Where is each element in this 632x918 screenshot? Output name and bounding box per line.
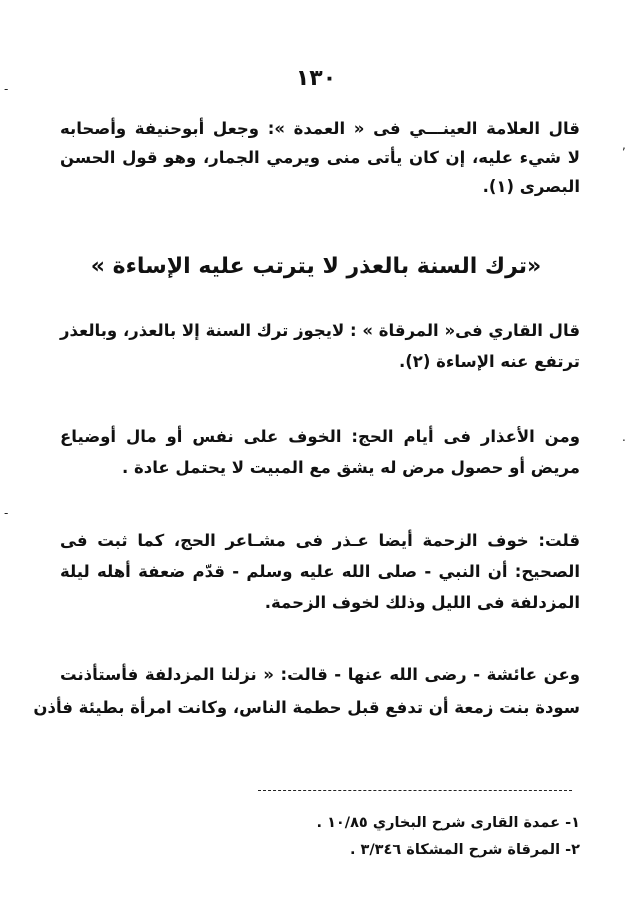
text-line: مريض أو حصول مرض له يشق مع المبيت لا يحتمل عادة .: [121, 458, 580, 477]
paragraph-4: [60, 533, 580, 617]
text-line: وعن عائشة - رضى الله عنها - قالت: « نزلنا المزدلفة فأستأذنت: [60, 665, 580, 684]
paragraph-1: [60, 121, 580, 201]
page-number: ١٣٠: [295, 66, 337, 91]
text-line: قال العلامة العينـــي فى « العمدة »: وجعل أبوحنيفة وأصحابه: [60, 119, 580, 138]
text-line: الصحيح: أن النبي - صلى الله عليه وسلم - قدّم ضعفة أهله ليلة: [60, 562, 580, 581]
scan-mark: .: [622, 430, 626, 444]
section-heading: «ترك السنة بالعذر لا يترتب عليه الإساءة »: [90, 254, 542, 279]
scan-mark: -: [4, 82, 9, 96]
scan-mark: -: [4, 506, 9, 520]
text-line: لا شيء عليه، إن كان يأتى منى ويرمي الجمار، وهو قول الحسن: [60, 148, 580, 167]
text-line: المزدلفة فى الليل وذلك لخوف الزحمة.: [264, 593, 580, 612]
footnote-1: ١- عمدة القارى شرح البخاري ١٠/٨٥ .: [316, 815, 580, 831]
paragraph-3: [60, 429, 580, 482]
text-line: ومن الأعذار فى أيام الحج: الخوف على نفس أو مال أوضياع: [60, 427, 580, 446]
text-line: قلت: خوف الزحمة أيضا عـذر فى مشـاعر الحج، كما ثبت فى: [60, 531, 580, 550]
paragraph-5: [33, 665, 580, 722]
text-line: قال القاري فى« المرقاة » : لايجوز ترك السنة إلا بالعذر، وبالعذر: [60, 321, 580, 340]
footnote-2: ٢- المرقاة شرح المشكاة ٣/٣٤٦ .: [349, 842, 580, 858]
text-line: البصرى (١).: [482, 177, 580, 196]
paragraph-2: [60, 323, 580, 376]
footnote-separator: [258, 790, 572, 791]
text-line: ترتفع عنه الإساءة (٢).: [398, 352, 580, 371]
scan-mark: ,: [622, 138, 626, 152]
text-line: سودة بنت زمعة أن تدفع قبل حطمة الناس، وكانت امرأة بطيئة فأذن: [33, 698, 580, 717]
